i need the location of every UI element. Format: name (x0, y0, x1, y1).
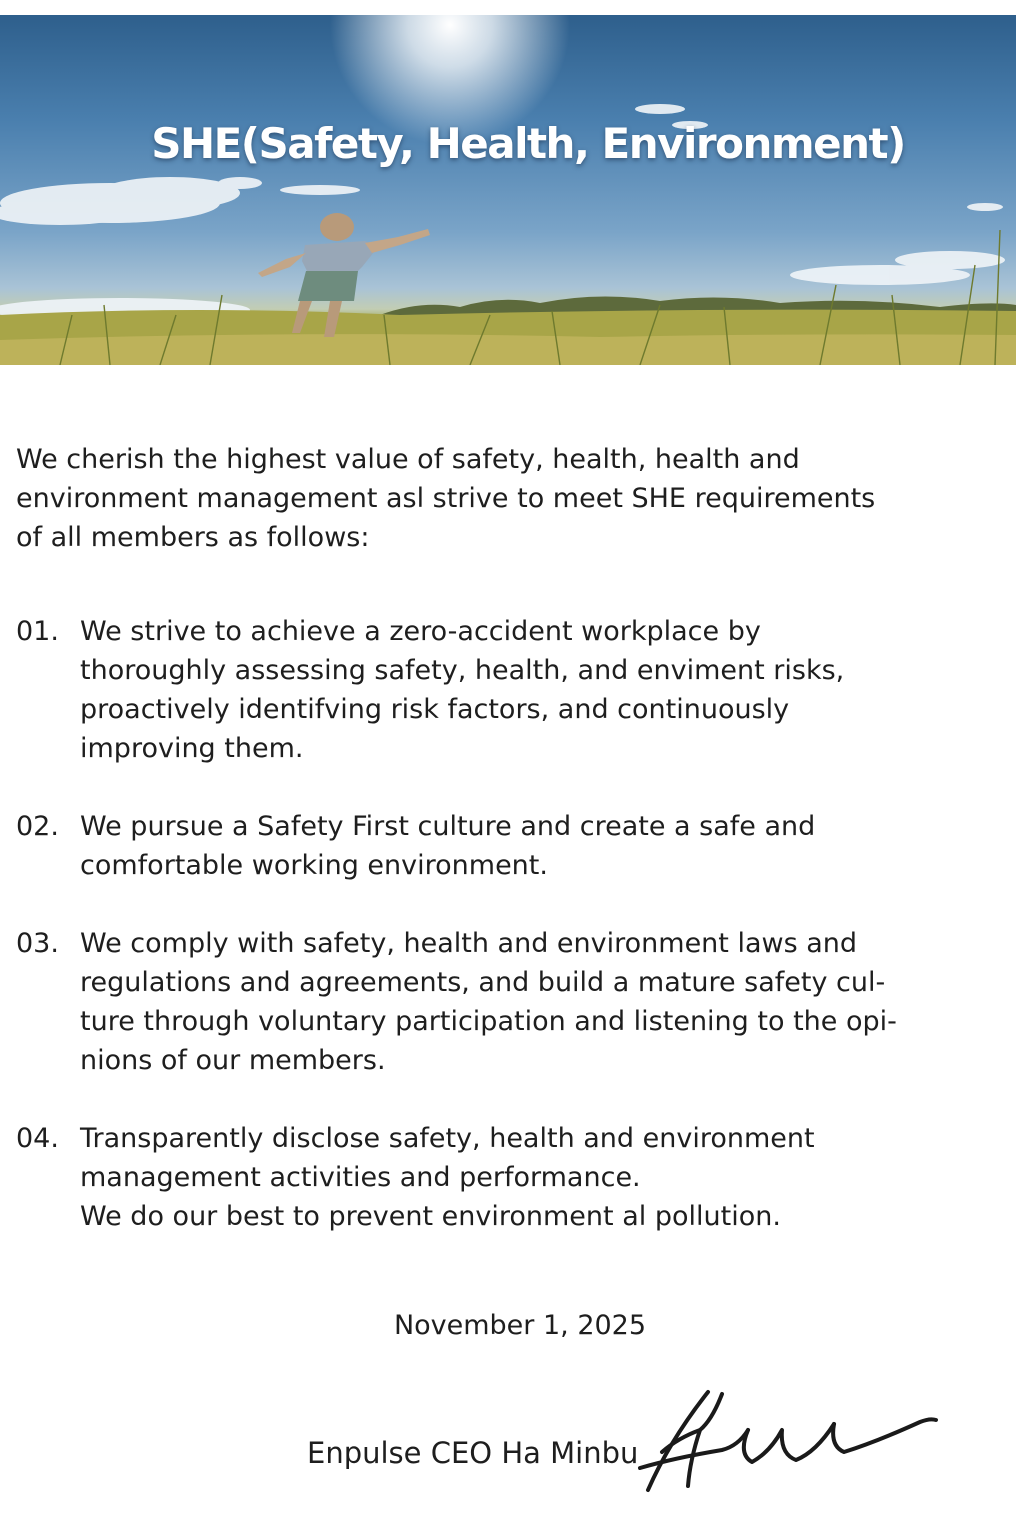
ceo-signoff: Enpulse CEO Ha Minbu (307, 1436, 639, 1470)
policy-list (16, 612, 1016, 1275)
policy-item-04 (16, 1119, 1016, 1236)
item-line: ture through voluntary participation and listening to the opi- (80, 1006, 897, 1037)
item-number: 04. (16, 1123, 59, 1154)
intro-paragraph (16, 440, 1006, 557)
banner-scene-illustration (0, 15, 1016, 365)
item-line: improving them. (80, 733, 304, 764)
item-line: comfortable working environment. (80, 850, 548, 881)
document-date: November 1, 2025 (393, 1310, 647, 1341)
page-title: SHE(Safety, Health, Environment) (151, 119, 905, 168)
item-line: We do our best to prevent environment al pollution. (80, 1201, 781, 1232)
intro-line: We cherish the highest value of safety, health, health and (16, 444, 800, 475)
item-line: We strive to achieve a zero-accident workplace by (80, 616, 761, 647)
item-line: nions of our members. (80, 1045, 386, 1076)
item-number: 02. (16, 811, 59, 842)
policy-item-01 (16, 612, 1016, 768)
policy-item-02 (16, 807, 1016, 885)
item-line: We pursue a Safety First culture and create a safe and (80, 811, 816, 842)
item-line: We comply with safety, health and environment laws and (80, 928, 858, 959)
intro-line: of all members as follows: (16, 522, 370, 553)
header-banner (0, 15, 1016, 365)
item-line: thoroughly assessing safety, health, and enviment risks, (80, 655, 845, 686)
item-number: 03. (16, 928, 59, 959)
intro-line: environment management asl strive to meet SHE requirements (16, 483, 876, 514)
policy-item-03 (16, 924, 1016, 1080)
handwritten-signature (630, 1380, 950, 1500)
item-line: proactively identifving risk factors, and continuously (80, 694, 790, 725)
item-number: 01. (16, 616, 59, 647)
item-line: Transparently disclose safety, health and environment (80, 1123, 815, 1154)
item-line: regulations and agreements, and build a mature safety cul- (80, 967, 886, 998)
item-line: management activities and performance. (80, 1162, 641, 1193)
